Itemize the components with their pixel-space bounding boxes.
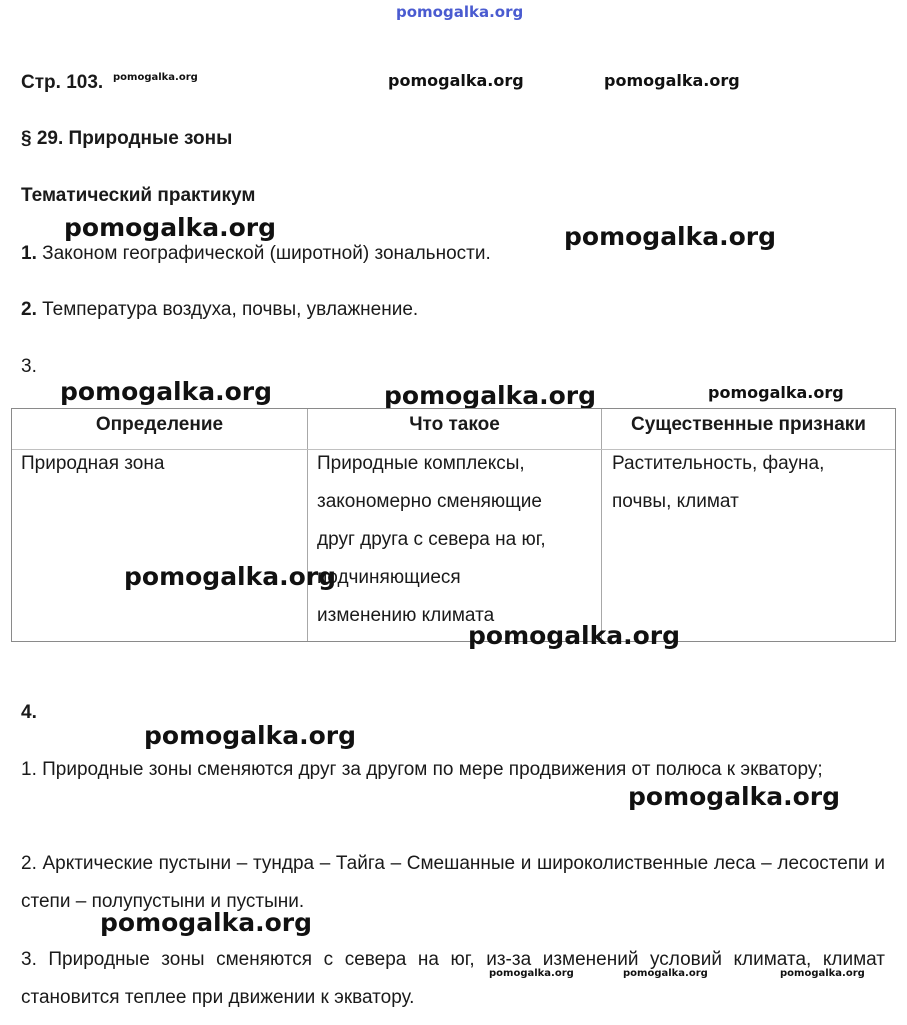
- answer-1: [21, 243, 491, 265]
- table-header-features: Существенные признаки: [631, 414, 866, 435]
- watermark-big-1: pomogalka.org: [64, 213, 277, 242]
- watermark-small-3: pomogalka.org: [780, 968, 865, 979]
- watermark-small-2: pomogalka.org: [623, 968, 708, 979]
- watermark-small-1: pomogalka.org: [489, 968, 574, 979]
- watermark-big-5: pomogalka.org: [124, 562, 337, 591]
- watermark-big-8: pomogalka.org: [628, 782, 841, 811]
- watermark-table-top: pomogalka.org: [708, 383, 844, 402]
- table-cell-features: Растительность, фауна, почвы, климат: [612, 453, 825, 512]
- list4-item-3: 3. Природные зоны сменяются с севера на юг, из-за изменений условий климата, климат становится теплее при движении к экватору.: [21, 949, 885, 1008]
- table-header-definition: Определение: [95, 414, 224, 435]
- table-cell-definition: Природная зона: [21, 453, 165, 474]
- answer-2-text: Температура воздуха, почвы, увлажнение.: [36, 299, 419, 320]
- subsection-title: Тематический практикум: [21, 185, 256, 206]
- header-watermark-1: pomogalka.org: [388, 71, 524, 90]
- page-reference: Стр. 103.: [21, 72, 104, 93]
- answer-4-number: 4.: [21, 702, 37, 723]
- definition-table: [11, 408, 896, 642]
- answer-2: [21, 299, 418, 321]
- answer-3-number: 3.: [21, 356, 37, 377]
- answer-1-number: 1.: [21, 243, 37, 264]
- section-title: § 29. Природные зоны: [21, 128, 233, 149]
- watermark-big-3: pomogalka.org: [60, 377, 273, 406]
- answer-1-text: Законом географической (широтной) зональности.: [36, 243, 491, 264]
- watermark-big-6: pomogalka.org: [468, 621, 681, 650]
- watermark-big-2: pomogalka.org: [564, 222, 777, 251]
- header-watermark-2: pomogalka.org: [604, 71, 740, 90]
- watermark-big-9: pomogalka.org: [100, 908, 313, 937]
- watermark-big-7: pomogalka.org: [144, 721, 357, 750]
- list4-item-1: 1. Природные зоны сменяются друг за другом по мере продвижения от полюса к экватору;: [21, 759, 823, 780]
- list4-item-2: 2. Арктические пустыни – тундра – Тайга – Смешанные и широколиственные леса – лесостепи и степи – полупустыни и пустыни.: [21, 853, 885, 912]
- answer-2-number: 2.: [21, 299, 37, 320]
- table-cell-what: Природные комплексы, закономерно сменяющие друг друга с севера на юг, подчиняющиеся изменению климата: [317, 453, 546, 626]
- header-watermark-small: pomogalka.org: [113, 72, 198, 83]
- watermark-big-4: pomogalka.org: [384, 381, 597, 410]
- top-watermark: pomogalka.org: [396, 3, 524, 21]
- table-header-what: Что такое: [409, 414, 500, 435]
